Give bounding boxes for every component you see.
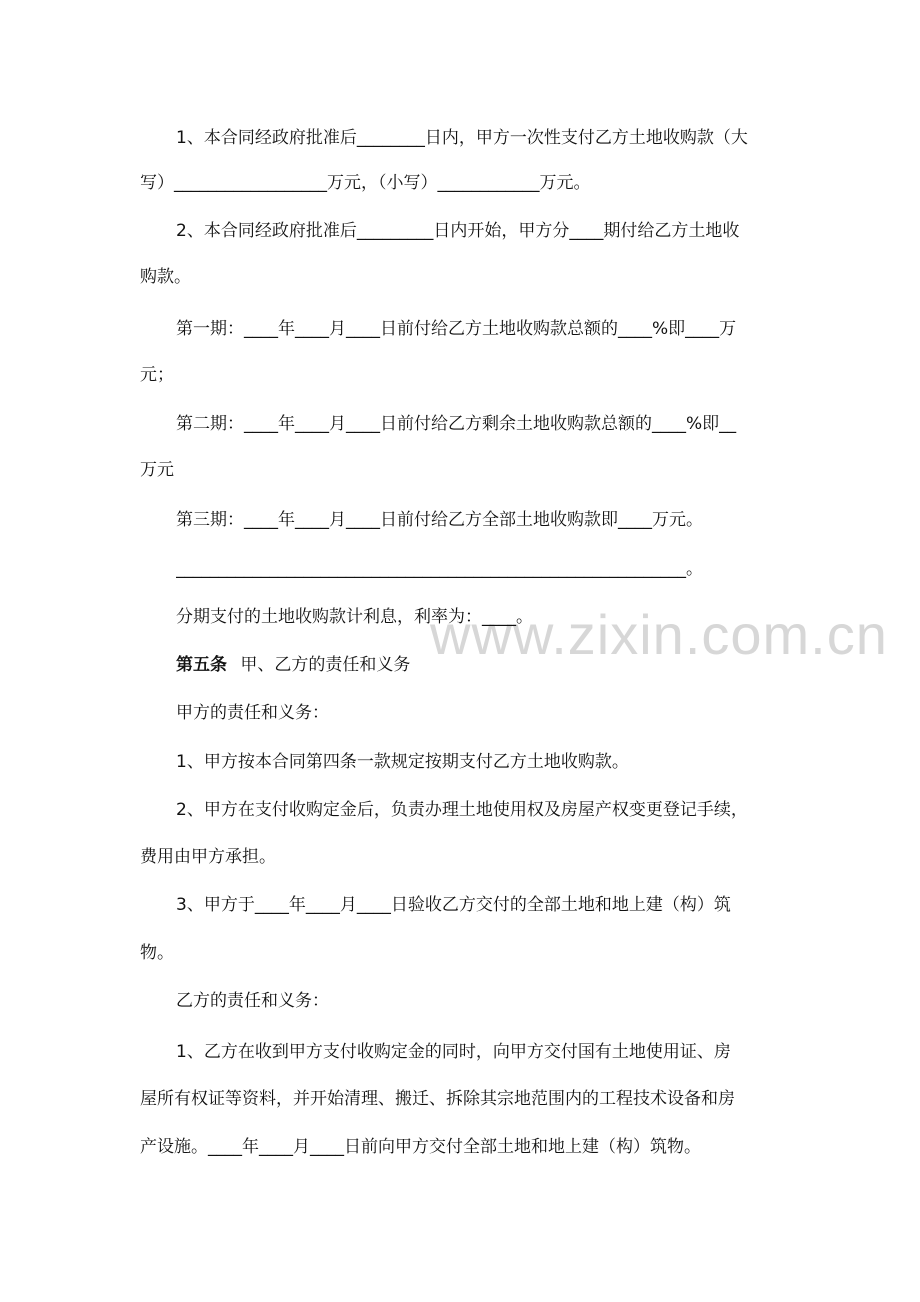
paragraph-line: 屋所有权证等资料，并开始清理、搬迁、拆除其宗地范围内的工程技术设备和房 [140,1089,735,1109]
paragraph-line: 产设施。____年____月____日前向甲方交付全部土地和地上建（构）筑物。 [140,1137,701,1157]
paragraph-line: 第三期：____年____月____日前付给乙方全部土地收购款即____万元。 [176,510,703,530]
watermark: www.zixin.com.cn [430,603,888,666]
paragraph-line: 3、甲方于____年____月____日验收乙方交付的全部土地和地上建（构）筑 [176,895,731,915]
paragraph-line: 写）__________________万元，（小写）____________万元。 [140,173,591,193]
section-heading: 乙方的责任和义务： [176,991,329,1011]
paragraph-line: 1、乙方在收到甲方支付收购定金的同时，向甲方交付国有土地使用证、房 [176,1042,731,1062]
paragraph-line: 1、本合同经政府批准后________日内，甲方一次性支付乙方土地收购款（大 [176,128,748,148]
paragraph-line: 第二期：____年____月____日前付给乙方剩余土地收购款总额的____%即__ [176,414,737,434]
section-heading: 甲方的责任和义务： [176,703,329,723]
article-title: 甲、乙方的责任和义务 [240,655,411,675]
paragraph-line: 元； [140,365,174,385]
paragraph-line: 2、甲方在支付收购定金后，负责办理土地使用权及房屋产权变更登记手续， [176,800,748,820]
paragraph-line: 分期支付的土地收购款计利息，利率为：____。 [176,607,533,627]
paragraph-line: 费用由甲方承担。 [140,847,276,867]
paragraph-line: 1、甲方按本合同第四条一款规定按期支付乙方土地收购款。 [176,752,629,772]
paragraph-line: 2、本合同经政府批准后_________日内开始，甲方分____期付给乙方土地收 [176,221,740,241]
article-heading [176,653,790,677]
paragraph-line: 第一期：____年____月____日前付给乙方土地收购款总额的____%即____万 [176,319,737,339]
paragraph-line: 万元 [140,460,174,480]
blank-underline-line: ____________________________________________________________。 [176,559,703,579]
article-number: 第五条 [176,655,227,675]
paragraph-line: 物。 [140,943,174,963]
paragraph-line: 购款。 [140,267,191,287]
